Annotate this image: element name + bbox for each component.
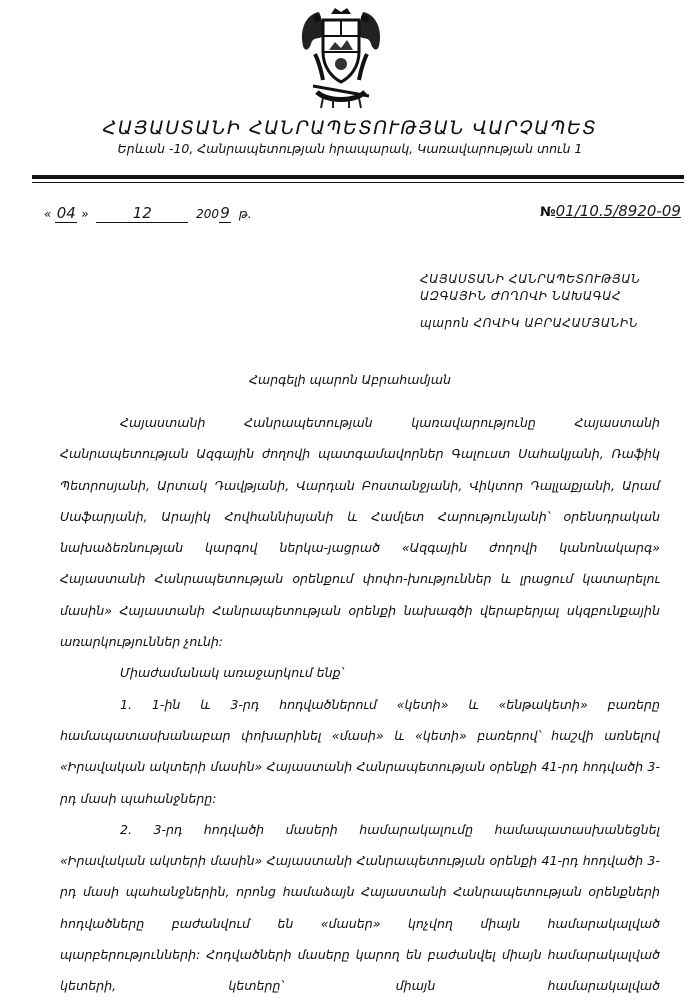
org-title: ՀԱՅԱՍՏԱՆԻ ՀԱՆՐԱՊԵՏՈՒԹՅԱՆ ՎԱՐՉԱՊԵՏ	[102, 117, 598, 139]
header-divider-thin	[32, 182, 684, 183]
date-month-field	[96, 204, 188, 223]
body-paragraph-4: 2. 3-րդ հոդվածի մասերի համարակալումը համապատասխանեցնել «Իրավական ակտերի մասին» Հայաստանի Հանրապետության օրենքի 41-րդ հոդվածի 3-րդ մասի պահանջներին, որոնց համաձայն Հայաստանի Հանրապետության օրենքների հոդվածները բաժանվում են «մասեր» կոչվող միայն համարակալված պարբերությունների: Հոդվածների մասերը կարող են բաժանվել միայն համարակալված կետերի, կետերը՝ միայն համարակալված	[60, 821, 660, 994]
date-close-quote: »	[81, 207, 89, 221]
document-number-label: №	[540, 205, 556, 220]
date-day: 04	[56, 204, 76, 222]
document-number-value: 01/10.5/8920-09	[555, 202, 681, 220]
letter-body	[60, 407, 660, 1002]
org-address: Երևան -10, Հանրապետության հրապարակ, Կառավարության տուն 1	[117, 141, 583, 156]
date-open-quote: «	[44, 207, 52, 221]
addressee-name: պարոն ՀՈՎԻԿ ԱԲՐԱՀԱՄՅԱՆԻՆ	[420, 316, 639, 330]
date-year-prefix: 200	[196, 207, 220, 221]
addressee-line-2: ԱԶԳԱՅԻՆ ԺՈՂՈՎԻ ՆԱԽԱԳԱՀ	[420, 289, 622, 303]
body-paragraph-1: Հայաստանի Հանրապետության կառավարությունը Հայաստանի Հանրապետության Ազգային ժողովի պատգամավորներ Գալուստ Սահակյանի, Ռաֆիկ Պետրոսյանի, Արտակ Դավթյանի, Վարդան Բոստանջյանի, Վիկտոր Դալլաքյանի, Արամ Սաֆարյանի, Արայիկ Հովհաննիսյանի և Համլետ Հարությունյանի՝ օրենսդրական նախաձեռնության կարգով ներկա-յացրած «Ազգային ժողովի կանոնակարգ» Հայաստանի Հանրապետության օրենքում փոփո-խություններ և լրացում կատարելու մասին» Հայաստանի Հանրապետության օրենքի նախագծի վերաբերյալ սկզբունքային առարկություններ չունի:	[60, 415, 660, 650]
date-day-field	[55, 204, 77, 223]
body-paragraph-3: 1. 1-ին և 3-րդ հոդվածներում «կետի» և «ենթակետի» բառերը համապատասխանաբար փոխարինել «մասի» և «կետի» բառերով՝ հաշվի առնելով «Իրավական ակտերի մասին» Հայաստանի Հանրապետության օրենքի 41-րդ հոդվածի 3-րդ մասի պահանջները:	[60, 696, 660, 806]
body-paragraph-2: Միաժամանակ առաջարկում ենք՝	[120, 665, 344, 681]
coat-of-arms-icon	[293, 6, 389, 110]
date-year-field	[219, 204, 231, 223]
addressee-line-1: ՀԱՅԱՍՏԱՆԻ ՀԱՆՐԱՊԵՏՈՒԹՅԱՆ	[420, 272, 641, 286]
salutation: Հարգելի պարոն Աբրահամյան	[249, 372, 451, 387]
date-suffix: թ.	[238, 207, 252, 221]
header-divider-thick	[32, 175, 684, 179]
document-number	[540, 202, 681, 220]
date-month: 12	[132, 204, 152, 222]
date-year-digit: 9	[220, 204, 230, 222]
document-date	[44, 204, 252, 223]
